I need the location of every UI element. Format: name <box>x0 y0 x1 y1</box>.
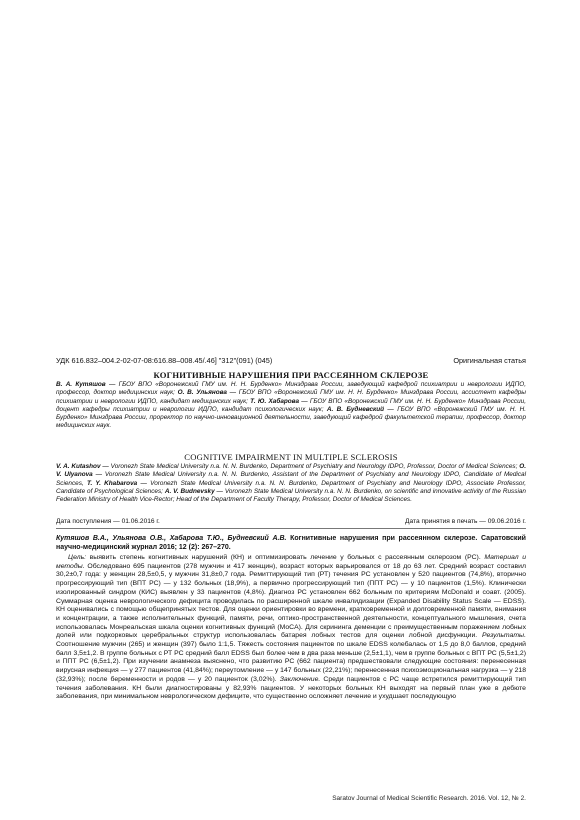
authors-ru <box>56 381 526 431</box>
author-en-name: O. V. Ulyanova <box>56 463 526 479</box>
citation-rest: Когнитивные нарушения при рассеянном склерозе. Саратовский научно-медицинский журнал 2016; 12 (2): 267–270. <box>56 535 526 551</box>
abstract-methods: Обследовано 695 пациентов (278 мужчин и 417 женщин), возраст которых варьировался от 18 до 63 лет. Средний возраст составил 30,2±0,7 года: у женщин 28,5±0,5, у мужчин 31,8±0,7 года. Ремиттирующий тип (РТ) течения РС установлен у 520 пациентов (74,8%), вторично прогрессирующий тип (ВПТ РС) — у 132 больных (18,9%), а первично прогрессирующий тип (ППТ РС) — у 10 пациентов (1,5%). Клинически изолированный синдром (КИС) выявлен у 33 пациентов (4,8%). Диагноз РС установлен 662 больным по критериям McDonald и соавт. (2005). Суммарная оценка неврологического дефицита проводилась по расширенной шкале инвалидизации (Expanded Disability Status Scale — EDSS). КН оценивались с помощью общепринятых тестов. Для оценки ориентировки во времени, кратковременной и долговременной памяти, внимания и концентрации, а также исполнительных функций, памяти, речи, оптико-пространственной деятельности, концептуального мышления, счета использовалась Монреальская шкала оценки когнитивных функций (MoCA). Для скрининга деменции с преимущественным поражением лобных долей или подкорковых церебральных структур использовалась батарея лобных тестов для оценки лобной дисфункции. <box>56 562 526 640</box>
author-en-name: A. V. Budnevsky <box>164 487 215 495</box>
author-en-desc: — Voronezh State Medical University n.a. N. N. Burdenko, Department of Psychiatry and Neurology IDPO, Professor, Doctor of Medical Sciences; <box>100 463 520 470</box>
received-date: Дата поступления — 01.06.2016 г. <box>56 518 160 525</box>
article-meta <box>56 356 526 365</box>
author-ru-name: А. В. Будневский <box>326 405 385 413</box>
abstract-paragraph <box>56 554 526 702</box>
abstract-results-label: Результаты. <box>481 632 526 640</box>
title-ru: КОГНИТИВНЫЕ НАРУШЕНИЯ ПРИ РАССЕЯННОМ СКЛЕРОЗЕ <box>153 370 429 380</box>
divider <box>56 528 526 529</box>
abstract-goal-label: Цель: <box>68 554 87 561</box>
article-dates <box>56 518 526 525</box>
abstract-results: Соотношение мужчин (265) и женщин (397) было 1:1,5. Тяжесть состояния пациентов по шкале EDSS колебалась от 1,5 до 8,0 баллов, средний балл 3,5±1,2. В группе больных с РТ РС средний балл EDSS был более чем в два раза меньше (2,5±1,1), чем в группе больных с ВПТ РС (5,5±1,2) и ППТ РС (6,5±1,2). При изучении анамнеза выяснено, что развитию РС (662 пациента) предшествовали следующие состояния: перенесенная вирусная инфекция — у 277 пациентов (41,84%); переутомление — у 147 больных (22,21%); перенесенная психоэмоциональная нагрузка — у 218 (32,93%); после беременности и родов — у 20 пациенток (3,02%). <box>56 641 526 683</box>
author-ru-desc: — ГБОУ ВПО «Воронежский ГМУ им. Н. Н. Бурденко» Минздрава России, доцент кафедры психиатрии и неврологии ИДПО, кандидат психологических наук; <box>56 397 526 413</box>
author-ru-desc: — ГБОУ ВПО «Воронежский ГМУ им. Н. Н. Бурденко» Минздрава России, проректор по научно-инновационной деятельности, заведующий кафедрой факультетской терапии, профессор, доктор медицинских наук. <box>56 405 526 430</box>
author-en-name: T. Y. Khabarova <box>87 479 138 487</box>
author-en-desc: — Voronezh State Medical University n.a. N. N. Burdenko, Assistant of the Department of Psychiatry and Neurology IDPO, Candidate of Medical Sciences, <box>56 471 526 487</box>
author-en-desc: — Voronezh State Medical University n.a. N. N. Burdenko, on scientific and innovative activity of the Russian Federation Ministry of Health Vice-Rector; Head of the Department of Faculty Therapy, Professor, Doctor of Medical Sciences. <box>56 487 526 504</box>
abstract-conclusion: Среди пациентов с РС чаще встретился ремиттирующий тип течения заболевания. КН были диагностированы у 82,93% пациентов. У некоторых больных КН выходят на первый план уже в дебюте заболевания, при минимальном неврологическом дефиците, что существенно осложняет лечение и ухудшает последующую <box>56 675 527 701</box>
abstract-conclusion-label: Заключение. <box>279 675 321 683</box>
author-ru-desc: — ГБОУ ВПО «Воронежский ГМУ им. Н. Н. Бурденко» Минздрава России, заведующий кафедрой психиатрии и неврологии ИДПО, профессор, доктор медицинских наук; <box>56 381 526 397</box>
citation <box>56 535 526 552</box>
article-page <box>56 0 526 820</box>
author-ru-name: Т. Ю. Хабарова <box>250 397 300 405</box>
author-en-desc: — Voronezh State Medical University n.a. N. N. Burdenko, Department of Psychiatry and Neurology IDPO, Associate Professor, Candidate of Psychological Sciences; <box>56 479 526 495</box>
abstract-methods-label: Материал и методы. <box>56 554 526 570</box>
citation-authors: Кутяшов В.А., Ульянова О.В., Хабарова Т.Ю., Будневский А.В. <box>56 535 287 542</box>
title-en: COGNITIVE IMPAIRMENT IN MULTIPLE SCLEROSIS <box>184 452 398 462</box>
author-ru-name: О. В. Ульянова <box>177 389 227 397</box>
author-ru-desc: — ГБОУ ВПО «Воронежский ГМУ им. Н. Н. Бурденко» Минздрава России, ассистент кафедры психиатрии и неврологии ИДПО, кандидат медицинских наук; <box>56 389 526 405</box>
udk-code: УДК 616.832–004.2-02-07-08:616.88–008.45/.46] "312"(091) (045) <box>56 356 273 365</box>
author-en-name: V. A. Kutashov <box>56 463 101 470</box>
accepted-date: Дата принятия в печать — 09.06.2016 г. <box>405 518 526 525</box>
article-type: Оригинальная статья <box>453 356 526 365</box>
authors-en <box>56 463 526 504</box>
journal-footer: Saratov Journal of Medical Scientific Research. 2016. Vol. 12, № 2. <box>332 795 526 802</box>
author-ru-name: В. А. Кутяшов <box>56 381 106 388</box>
abstract-goal: выявить степень когнитивных нарушений (КН) и оптимизировать лечение у больных с рассеянным склерозом (РС). <box>86 554 485 561</box>
abstract <box>56 554 526 702</box>
